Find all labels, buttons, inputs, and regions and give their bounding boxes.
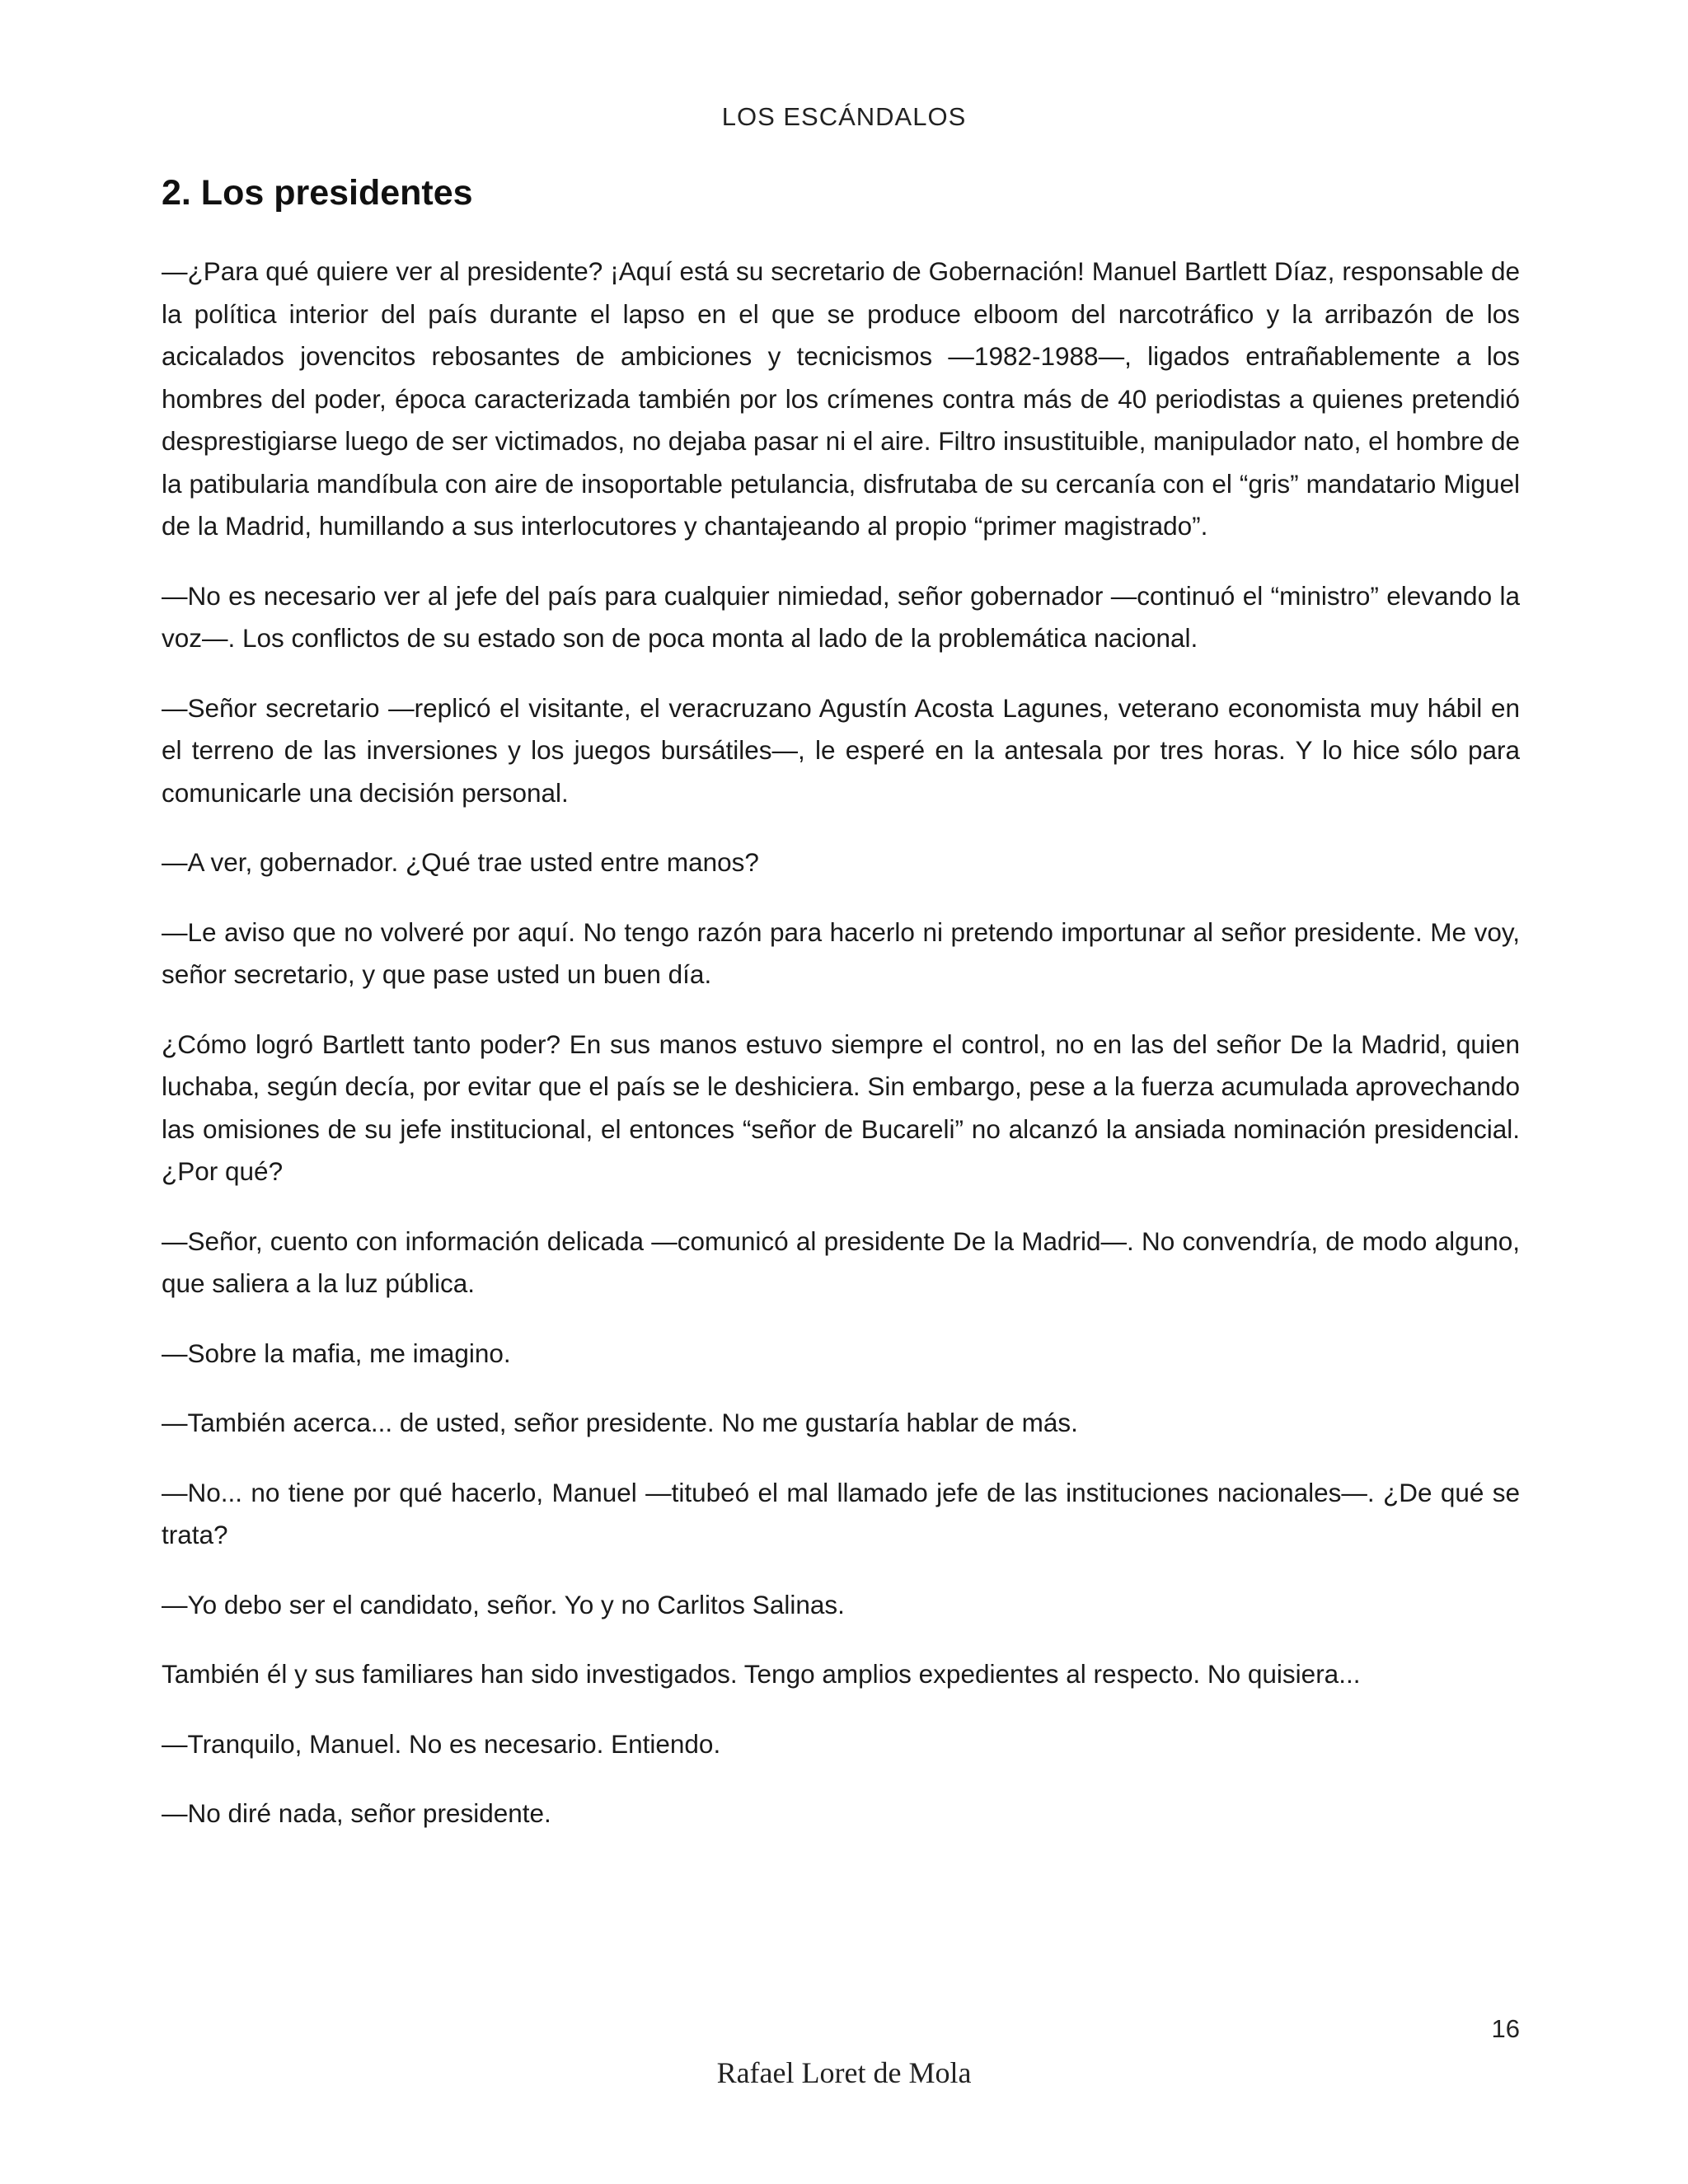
paragraph: —Señor secretario —replicó el visitante, el veracruzano Agustín Acosta Lagunes, veterano economista muy hábil en el terreno de las inversiones y los juegos bursátiles—, le esperé en la antesala por tres horas. Y lo hice sólo para comunicarle una decisión personal. <box>162 692 1520 808</box>
running-header: LOS ESCÁNDALOS <box>721 102 967 131</box>
paragraph: —Señor, cuento con información delicada —comunicó al presidente De la Madrid—. No convendría, de modo alguno, que saliera a la luz pública. <box>162 1226 1520 1298</box>
paragraph: —No... no tiene por qué hacerlo, Manuel —titubeó el mal llamado jefe de las instituciones nacionales—. ¿De qué se trata? <box>162 1477 1520 1549</box>
body-text <box>162 251 1520 1863</box>
paragraph: —A ver, gobernador. ¿Qué trae usted entre manos? <box>162 847 759 877</box>
paragraph: —Tranquilo, Manuel. No es necesario. Entiendo. <box>162 1728 721 1759</box>
paragraph: —Le aviso que no volveré por aquí. No tengo razón para hacerlo ni pretendo importunar al señor presidente. Me voy, señor secretario, y que pase usted un buen día. <box>162 916 1520 989</box>
paragraph: ¿Cómo logró Bartlett tanto poder? En sus manos estuvo siempre el control, no en las del señor De la Madrid, quien luchaba, según decía, por evitar que el país se le deshiciera. Sin embargo, pese a la fuerza acumulada aprovechando las omisiones de su jefe institucional, el entonces “señor de Bucareli” no alcanzó la ansiada nominación presidencial. ¿Por qué? <box>162 1029 1520 1186</box>
chapter-title: 2. Los presidentes <box>162 173 473 213</box>
paragraph: —No es necesario ver al jefe del país para cualquier nimiedad, señor gobernador —continuó el “ministro” elevando la voz—. Los conflictos de su estado son de poca monta al lado de la problemática nacional. <box>162 580 1520 653</box>
paragraph: También él y sus familiares han sido investigados. Tengo amplios expedientes al respecto. No quisiera... <box>162 1659 1361 1689</box>
paragraph: —¿Para qué quiere ver al presidente? ¡Aquí está su secretario de Gobernación! Manuel Bartlett Díaz, responsable de la política interior del país durante el lapso en el que se produce elboom del narcotráfico y la arribazón de los acicalados jovencitos rebosantes de ambiciones y tecnicismos —1982-1988—, ligados entrañablemente a los hombres del poder, época caracterizada también por los crímenes contra más de 40 periodistas a quienes pretendió desprestigiarse luego de ser victimados, no dejaba pasar ni el aire. Filtro insustituible, manipulador nato, el hombre de la patibularia mandíbula con aire de insoportable petulancia, disfrutaba de su cercanía con el “gris” mandatario Miguel de la Madrid, humillando a sus interlocutores y chantajeando al propio “primer magistrado”. <box>162 256 1520 541</box>
paragraph: —Yo debo ser el candidato, señor. Yo y no Carlitos Salinas. <box>162 1589 845 1619</box>
footer-author: Rafael Loret de Mola <box>716 2056 972 2089</box>
paragraph: —Sobre la mafia, me imagino. <box>162 1338 511 1368</box>
paragraph: —También acerca... de usted, señor presidente. No me gustaría hablar de más. <box>162 1408 1078 1437</box>
paragraph: —No diré nada, señor presidente. <box>162 1798 551 1828</box>
page-number: 16 <box>1491 2014 1520 2043</box>
